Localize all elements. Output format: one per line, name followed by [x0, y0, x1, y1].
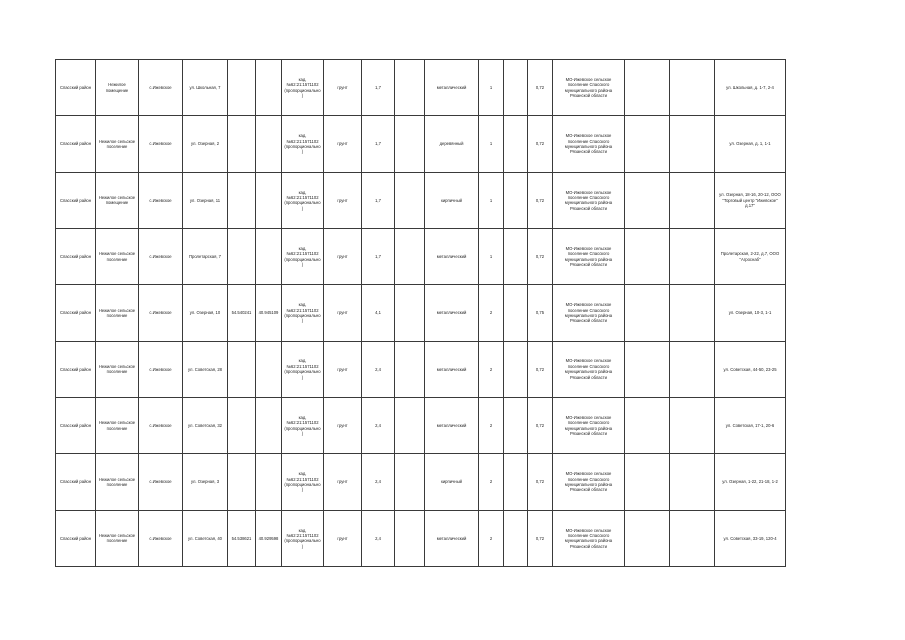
area-cell: 4,1 [362, 285, 395, 341]
longitude-cell [256, 228, 282, 284]
surface-cell: грунт [324, 341, 362, 397]
empty-cell [395, 228, 425, 284]
table-row [56, 341, 786, 397]
empty-cell [670, 510, 715, 566]
cadastral-cell: кад.№62:21:1571102 (пропорционально) [282, 341, 324, 397]
registry-body [56, 60, 786, 567]
container-count-cell: 2 [479, 397, 504, 453]
cadastral-cell: кад.№62:21:1571102 (пропорционально) [282, 510, 324, 566]
source-address-cell: ул. Озерная, д. 1, 1-1 [715, 116, 786, 172]
address-cell: ул. Советская, 32 [183, 397, 228, 453]
object-cell: Нежилое сельское поселение [96, 510, 139, 566]
district-cell: Спасский район [56, 397, 96, 453]
table-row [56, 116, 786, 172]
owner-cell: МО-Ижевское сельское поселение Спасского муниципального района Рязанской области [553, 397, 625, 453]
table-row [56, 397, 786, 453]
settlement-cell: с.Ижевское [139, 285, 183, 341]
longitude-cell [256, 116, 282, 172]
empty-cell [625, 172, 670, 228]
district-cell: Спасский район [56, 116, 96, 172]
source-address-cell: ул. Озерная, 18-16, 20-12, ООО "Торговый центр "Ижевское" д.17" [715, 172, 786, 228]
volume-cell: 0,75 [528, 285, 553, 341]
empty-cell [670, 285, 715, 341]
material-cell: металлический [425, 397, 479, 453]
settlement-cell: с.Ижевское [139, 454, 183, 510]
empty-cell [395, 454, 425, 510]
area-cell: 1,7 [362, 172, 395, 228]
material-cell: металлический [425, 285, 479, 341]
cadastral-cell: кад.№62:21:1571102 (пропорционально) [282, 285, 324, 341]
object-cell: Нежилое сельское поселение [96, 454, 139, 510]
district-cell: Спасский район [56, 285, 96, 341]
volume-cell: 0,72 [528, 116, 553, 172]
surface-cell: грунт [324, 172, 362, 228]
empty-cell [504, 397, 528, 453]
area-cell: 2,4 [362, 454, 395, 510]
address-cell: ул. Озерная, 3 [183, 454, 228, 510]
empty-cell [625, 116, 670, 172]
latitude-cell: 54.538621 [228, 510, 256, 566]
area-cell: 2,4 [362, 397, 395, 453]
settlement-cell: с.Ижевское [139, 228, 183, 284]
empty-cell [395, 116, 425, 172]
district-cell: Спасский район [56, 60, 96, 116]
longitude-cell [256, 397, 282, 453]
registry-table [55, 59, 786, 567]
material-cell: кирпичный [425, 172, 479, 228]
object-cell: Нежилое сельское помещение [96, 172, 139, 228]
material-cell: кирпичный [425, 454, 479, 510]
longitude-cell [256, 454, 282, 510]
empty-cell [395, 285, 425, 341]
volume-cell: 0,72 [528, 172, 553, 228]
address-cell: ул. Озерная, 2 [183, 116, 228, 172]
latitude-cell: 54.540241 [228, 285, 256, 341]
source-address-cell: ул. Советская, 17-1, 20-6 [715, 397, 786, 453]
table-row [56, 285, 786, 341]
district-cell: Спасский район [56, 172, 96, 228]
settlement-cell: с.Ижевское [139, 116, 183, 172]
empty-cell [670, 397, 715, 453]
empty-cell [395, 172, 425, 228]
empty-cell [625, 341, 670, 397]
latitude-cell [228, 116, 256, 172]
material-cell: металлический [425, 60, 479, 116]
table-row [56, 510, 786, 566]
latitude-cell [228, 341, 256, 397]
surface-cell: грунт [324, 510, 362, 566]
owner-cell: МО-Ижевское сельское поселение Спасского муниципального района Рязанской области [553, 454, 625, 510]
empty-cell [504, 454, 528, 510]
area-cell: 2,4 [362, 510, 395, 566]
empty-cell [504, 116, 528, 172]
empty-cell [504, 341, 528, 397]
empty-cell [395, 341, 425, 397]
material-cell: металлический [425, 228, 479, 284]
empty-cell [504, 60, 528, 116]
empty-cell [395, 397, 425, 453]
container-count-cell: 1 [479, 228, 504, 284]
longitude-cell: 40.929598 [256, 510, 282, 566]
empty-cell [395, 510, 425, 566]
table-row [56, 60, 786, 116]
cadastral-cell: кад.№62:21:1571102 (пропорционально) [282, 228, 324, 284]
empty-cell [670, 172, 715, 228]
source-address-cell: ул. Школьная, д. 1-7, 2-4 [715, 60, 786, 116]
settlement-cell: с.Ижевское [139, 172, 183, 228]
surface-cell: грунт [324, 397, 362, 453]
container-count-cell: 1 [479, 172, 504, 228]
address-cell: ул. Озерная, 10 [183, 285, 228, 341]
volume-cell: 0,72 [528, 454, 553, 510]
empty-cell [670, 116, 715, 172]
owner-cell: МО-Ижевское сельское поселение Спасского муниципального района Рязанской области [553, 510, 625, 566]
object-cell: Нежилое сельское поселение [96, 341, 139, 397]
empty-cell [504, 285, 528, 341]
address-cell: ул. Озерная, 11 [183, 172, 228, 228]
empty-cell [670, 454, 715, 510]
empty-cell [504, 228, 528, 284]
area-cell: 2,4 [362, 341, 395, 397]
latitude-cell [228, 172, 256, 228]
district-cell: Спасский район [56, 454, 96, 510]
cadastral-cell: кад.№62:21:1571102 (пропорционально) [282, 172, 324, 228]
empty-cell [504, 510, 528, 566]
surface-cell: грунт [324, 454, 362, 510]
container-count-cell: 2 [479, 510, 504, 566]
container-count-cell: 1 [479, 60, 504, 116]
object-cell: Нежилое сельское поселение [96, 228, 139, 284]
settlement-cell: с.Ижевское [139, 341, 183, 397]
empty-cell [670, 60, 715, 116]
owner-cell: МО-Ижевское сельское поселение Спасского муниципального района Рязанской области [553, 116, 625, 172]
empty-cell [625, 454, 670, 510]
area-cell: 1,7 [362, 228, 395, 284]
empty-cell [625, 397, 670, 453]
owner-cell: МО-Ижевское сельское поселение Спасского муниципального района Рязанской области [553, 228, 625, 284]
latitude-cell [228, 60, 256, 116]
container-count-cell: 1 [479, 116, 504, 172]
empty-cell [625, 60, 670, 116]
source-address-cell: Пролетарская, 2-22, д.7, ООО "Агроснаб" [715, 228, 786, 284]
latitude-cell [228, 454, 256, 510]
latitude-cell [228, 397, 256, 453]
settlement-cell: с.Ижевское [139, 510, 183, 566]
volume-cell: 0,72 [528, 397, 553, 453]
settlement-cell: с.Ижевское [139, 397, 183, 453]
longitude-cell [256, 172, 282, 228]
material-cell: деревянный [425, 116, 479, 172]
longitude-cell [256, 341, 282, 397]
container-count-cell: 2 [479, 341, 504, 397]
volume-cell: 0,72 [528, 228, 553, 284]
owner-cell: МО-Ижевское сельское поселение Спасского муниципального района Рязанской области [553, 341, 625, 397]
owner-cell: МО-Ижевское сельское поселение Спасского муниципального района Рязанской области [553, 285, 625, 341]
object-cell: Нежилое сельское поселение [96, 397, 139, 453]
table-row [56, 228, 786, 284]
surface-cell: грунт [324, 60, 362, 116]
source-address-cell: ул. Советская, 44-50, 23-25 [715, 341, 786, 397]
material-cell: металлический [425, 510, 479, 566]
address-cell: ул. Советская, 28 [183, 341, 228, 397]
material-cell: металлический [425, 341, 479, 397]
empty-cell [670, 228, 715, 284]
empty-cell [625, 228, 670, 284]
settlement-cell: с.Ижевское [139, 60, 183, 116]
district-cell: Спасский район [56, 228, 96, 284]
cadastral-cell: кад.№62:21:1571102 (пропорционально) [282, 60, 324, 116]
object-cell: Нежилое помещение [96, 60, 139, 116]
cadastral-cell: кад.№62:21:1571102 (пропорционально) [282, 454, 324, 510]
district-cell: Спасский район [56, 341, 96, 397]
address-cell: ул. Школьная, 7 [183, 60, 228, 116]
area-cell: 1,7 [362, 116, 395, 172]
owner-cell: МО-Ижевское сельское поселение Спасского муниципального района Рязанской области [553, 60, 625, 116]
empty-cell [504, 172, 528, 228]
source-address-cell: ул. Озерная, 10-3, 1-1 [715, 285, 786, 341]
empty-cell [625, 285, 670, 341]
address-cell: Пролетарская, 7 [183, 228, 228, 284]
cadastral-cell: кад.№62:21:1571102 (пропорционально) [282, 397, 324, 453]
volume-cell: 0,72 [528, 341, 553, 397]
address-cell: ул. Советская, 40 [183, 510, 228, 566]
object-cell: Нежилое сельское поселение [96, 116, 139, 172]
table-row [56, 172, 786, 228]
volume-cell: 0,72 [528, 60, 553, 116]
cadastral-cell: кад.№62:21:1571102 (пропорционально) [282, 116, 324, 172]
area-cell: 1,7 [362, 60, 395, 116]
surface-cell: грунт [324, 116, 362, 172]
container-count-cell: 2 [479, 285, 504, 341]
empty-cell [670, 341, 715, 397]
owner-cell: МО-Ижевское сельское поселение Спасского муниципального района Рязанской области [553, 172, 625, 228]
object-cell: Нежилое сельское поселение [96, 285, 139, 341]
table-row [56, 454, 786, 510]
longitude-cell [256, 60, 282, 116]
longitude-cell: 40.945109 [256, 285, 282, 341]
empty-cell [395, 60, 425, 116]
source-address-cell: ул. Советская, 33-19, 120-4 [715, 510, 786, 566]
surface-cell: грунт [324, 285, 362, 341]
latitude-cell [228, 228, 256, 284]
container-count-cell: 2 [479, 454, 504, 510]
surface-cell: грунт [324, 228, 362, 284]
empty-cell [625, 510, 670, 566]
source-address-cell: ул. Озерная, 1-22, 21-18, 1-2 [715, 454, 786, 510]
district-cell: Спасский район [56, 510, 96, 566]
volume-cell: 0,72 [528, 510, 553, 566]
